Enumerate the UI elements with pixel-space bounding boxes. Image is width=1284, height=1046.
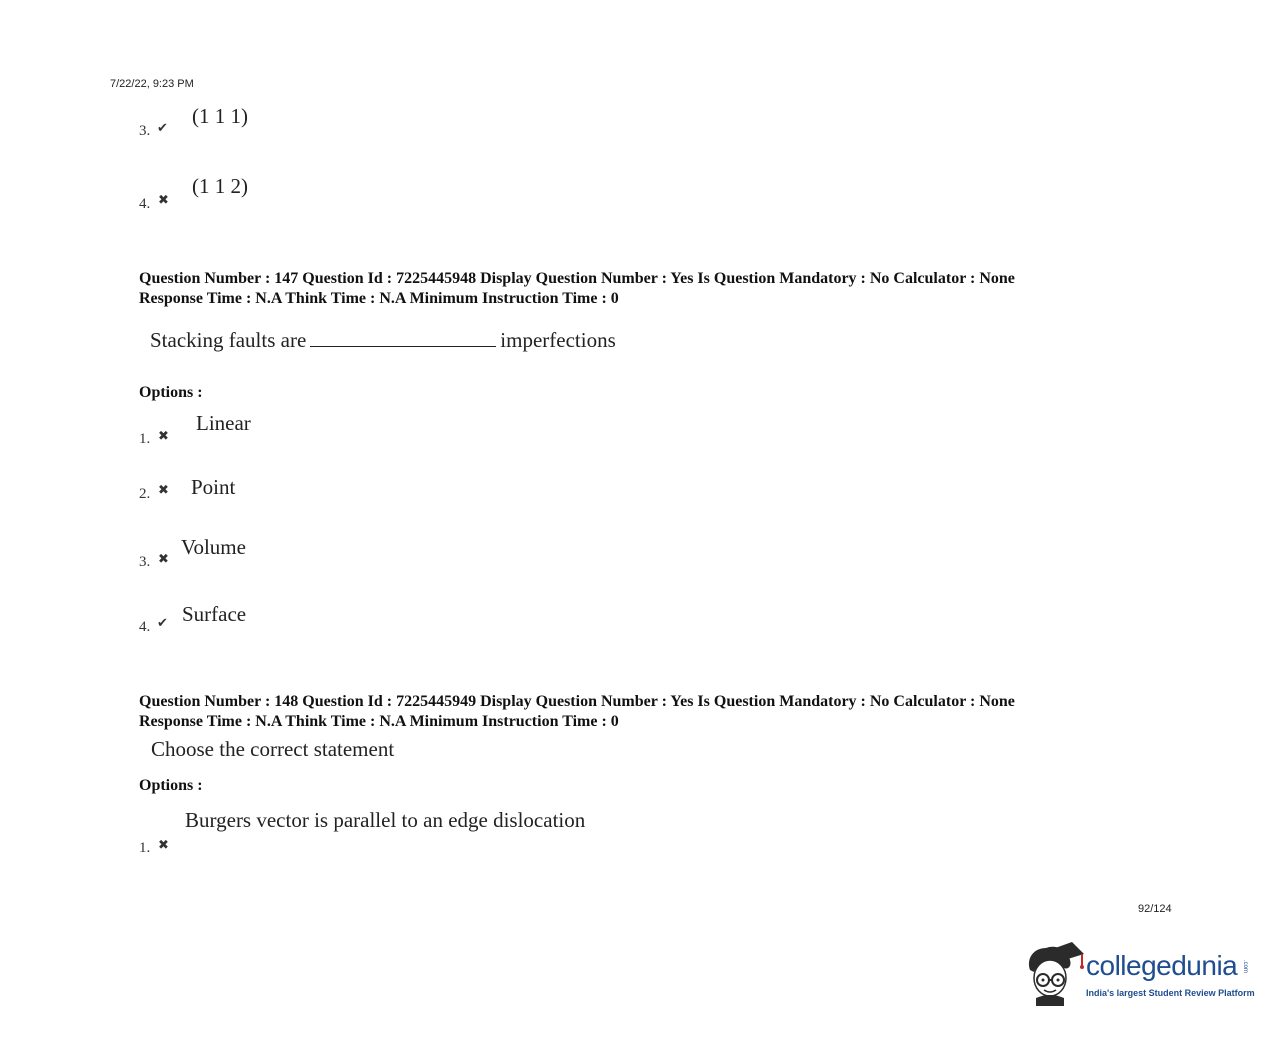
option-text: (1 1 2) xyxy=(192,174,248,198)
wrong-cross-icon: ✖ xyxy=(158,552,169,567)
option-text: Linear xyxy=(196,411,251,435)
option-number: 1. xyxy=(139,431,151,447)
options-label: Options : xyxy=(139,777,203,794)
option-text: (1 1 1) xyxy=(192,104,248,128)
option-number: 3. xyxy=(139,554,151,570)
wrong-cross-icon: ✖ xyxy=(158,193,169,208)
options-label: Options : xyxy=(139,384,203,401)
option-text: Burgers vector is parallel to an edge dislocation xyxy=(185,808,586,832)
print-timestamp: 7/22/22, 9:23 PM xyxy=(110,78,194,90)
question-meta-line-2: Response Time : N.A Think Time : N.A Minimum Instruction Time : 0 xyxy=(139,713,619,730)
question-meta-line-2: Response Time : N.A Think Time : N.A Minimum Instruction Time : 0 xyxy=(139,290,619,307)
correct-check-icon: ✔ xyxy=(157,616,168,631)
question-text-after: imperfections xyxy=(500,328,616,352)
question-text: Choose the correct statement xyxy=(151,737,395,761)
brand-logo-text: collegedunia xyxy=(1086,950,1238,981)
fill-in-blank xyxy=(310,330,496,347)
wrong-cross-icon: ✖ xyxy=(158,838,169,853)
question-text xyxy=(150,328,616,353)
brand-logo-suffix: .com xyxy=(1242,960,1248,974)
option-number: 4. xyxy=(139,619,151,635)
page-number: 92/124 xyxy=(1138,903,1172,915)
wrong-cross-icon: ✖ xyxy=(158,483,169,498)
option-text: Volume xyxy=(181,535,246,559)
option-number: 3. xyxy=(139,123,151,139)
question-meta-line-1: Question Number : 148 Question Id : 7225445949 Display Question Number : Yes Is Question Mandatory : No Calculator : None xyxy=(139,693,1015,710)
option-number: 1. xyxy=(139,840,151,856)
option-number: 4. xyxy=(139,196,151,212)
correct-check-icon: ✔ xyxy=(157,121,168,136)
mascot-logo-icon xyxy=(1024,940,1086,1008)
option-text: Surface xyxy=(182,602,247,626)
option-number: 2. xyxy=(139,486,151,502)
option-text: Point xyxy=(191,475,236,499)
wrong-cross-icon: ✖ xyxy=(158,429,169,444)
brand-tagline: India's largest Student Review Platform xyxy=(1086,988,1255,998)
question-text-before: Stacking faults are xyxy=(150,328,307,352)
question-meta-line-1: Question Number : 147 Question Id : 7225445948 Display Question Number : Yes Is Question Mandatory : No Calculator : None xyxy=(139,270,1015,287)
